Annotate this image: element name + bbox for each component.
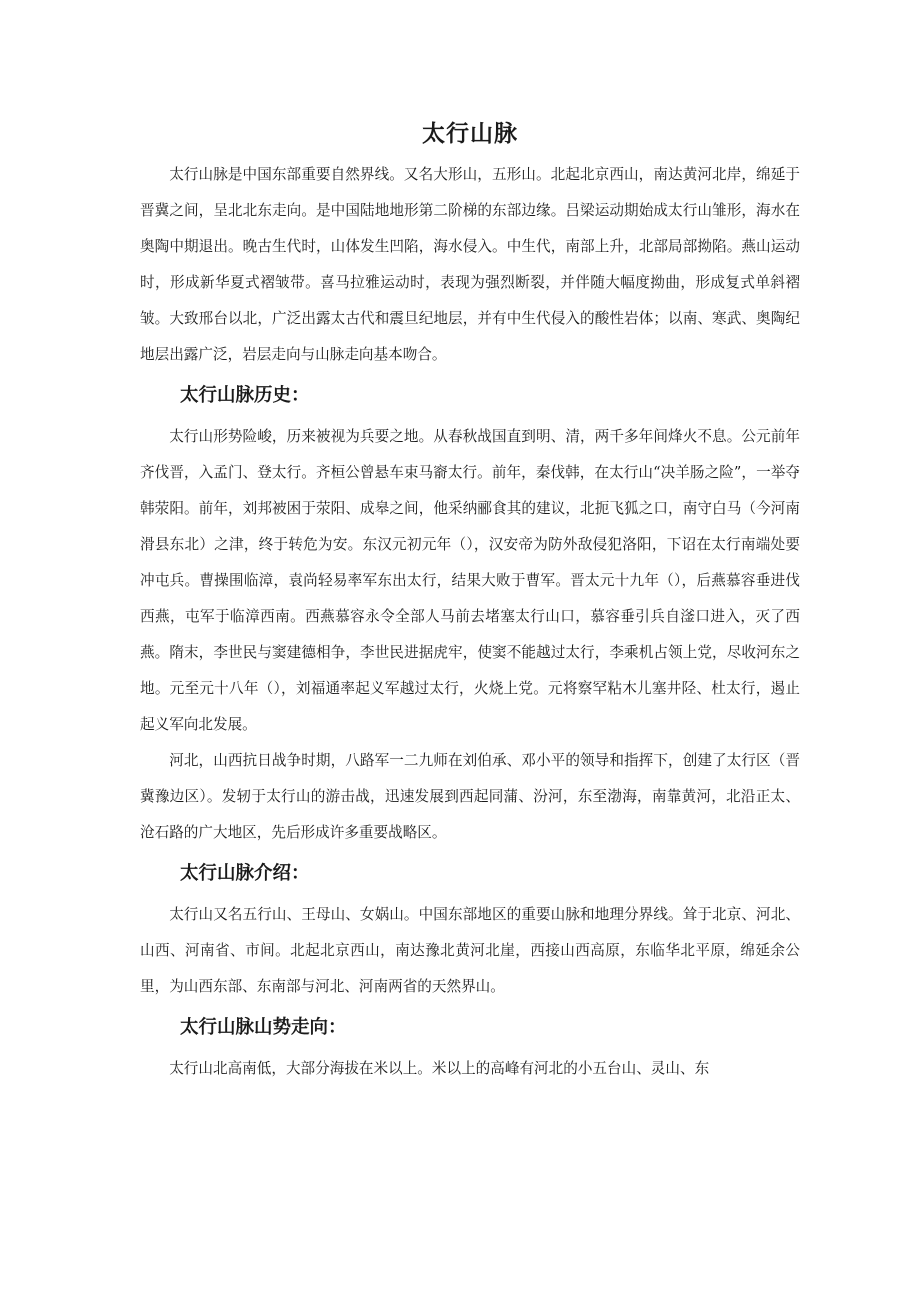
section-heading-history: 太行山脉历史：: [180, 385, 310, 406]
document-title: 太行山脉: [422, 121, 518, 147]
section-heading-terrain: 太行山脉山势走向：: [180, 1017, 347, 1038]
history-paragraph-1: 太行山形势险峻，历来被视为兵要之地。从春秋战国直到明、清，两千多年间烽火不息。公元前年齐伐晋，入孟门、登太行。齐桓公曾悬车束马窬太行。前年，秦伐韩，在太行山“决羊肠之险”，一举夺韩荥阳。前年，刘邦被困于荥阳、成皋之间，他采纳郦食其的建议，北扼飞狐之口，南守白马（今河南滑县东北）之津，终于转危为安。东汉元初元年（），汉安帝为防外敌侵犯洛阳，下诏在太行南端处要冲屯兵。曹操围临漳，袁尚轻易率军东出太行，结果大败于曹军。晋太元十九年（），后燕慕容垂进伐西燕，屯军于临漳西南。西燕慕容永令全部人马前去堵塞太行山口，慕容垂引兵自滏口进入，灭了西燕。隋末，李世民与窦建德相争，李世民进据虎牢，使窦不能越过太行，李乘机占领上党，尽收河东之地。元至元十八年（），刘福通率起义军越过太行，火烧上党。元将察罕粘木儿塞井陉、杜太行，遏止起义军向北发展。: [140, 428, 800, 733]
introduction-paragraph: 太行山又名五行山、王母山、女娲山。中国东部地区的重要山脉和地理分界线。耸于北京、河北、山西、河南省、市间。北起北京西山，南达豫北黄河北崖，西接山西高原，东临华北平原，绵延余公里，为山西东部、东南部与河北、河南两省的天然界山。: [140, 906, 800, 995]
intro-paragraph: 太行山脉是中国东部重要自然界线。又名大形山，五形山。北起北京西山，南达黄河北岸，绵延于晋冀之间，呈北北东走向。是中国陆地地形第二阶梯的东部边缘。吕梁运动期始成太行山雏形，海水在奥陶中期退出。晚古生代时，山体发生凹陷，海水侵入。中生代，南部上升，北部局部拗陷。燕山运动时，形成新华夏式褶皱带。喜马拉雅运动时，表现为强烈断裂，并伴随大幅度拗曲，形成复式单斜褶皱。大致邢台以北，广泛出露太古代和震旦纪地层，并有中生代侵入的酸性岩体；以南、寒武、奥陶纪地层出露广泛，岩层走向与山脉走向基本吻合。: [140, 166, 800, 363]
terrain-paragraph: 太行山北高南低，大部分海拔在米以上。米以上的高峰有河北的小五台山、灵山、东: [169, 1060, 710, 1077]
document-page: [140, 118, 800, 1087]
history-paragraph-2: 河北，山西抗日战争时期，八路军一二九师在刘伯承、邓小平的领导和指挥下，创建了太行区（晋冀豫边区）。发轫于太行山的游击战，迅速发展到西起同蒲、汾河，东至渤海，南靠黄河，北沿正太、沧石路的广大地区，先后形成许多重要战略区。: [140, 752, 800, 841]
section-heading-introduction: 太行山脉介绍：: [180, 863, 310, 884]
